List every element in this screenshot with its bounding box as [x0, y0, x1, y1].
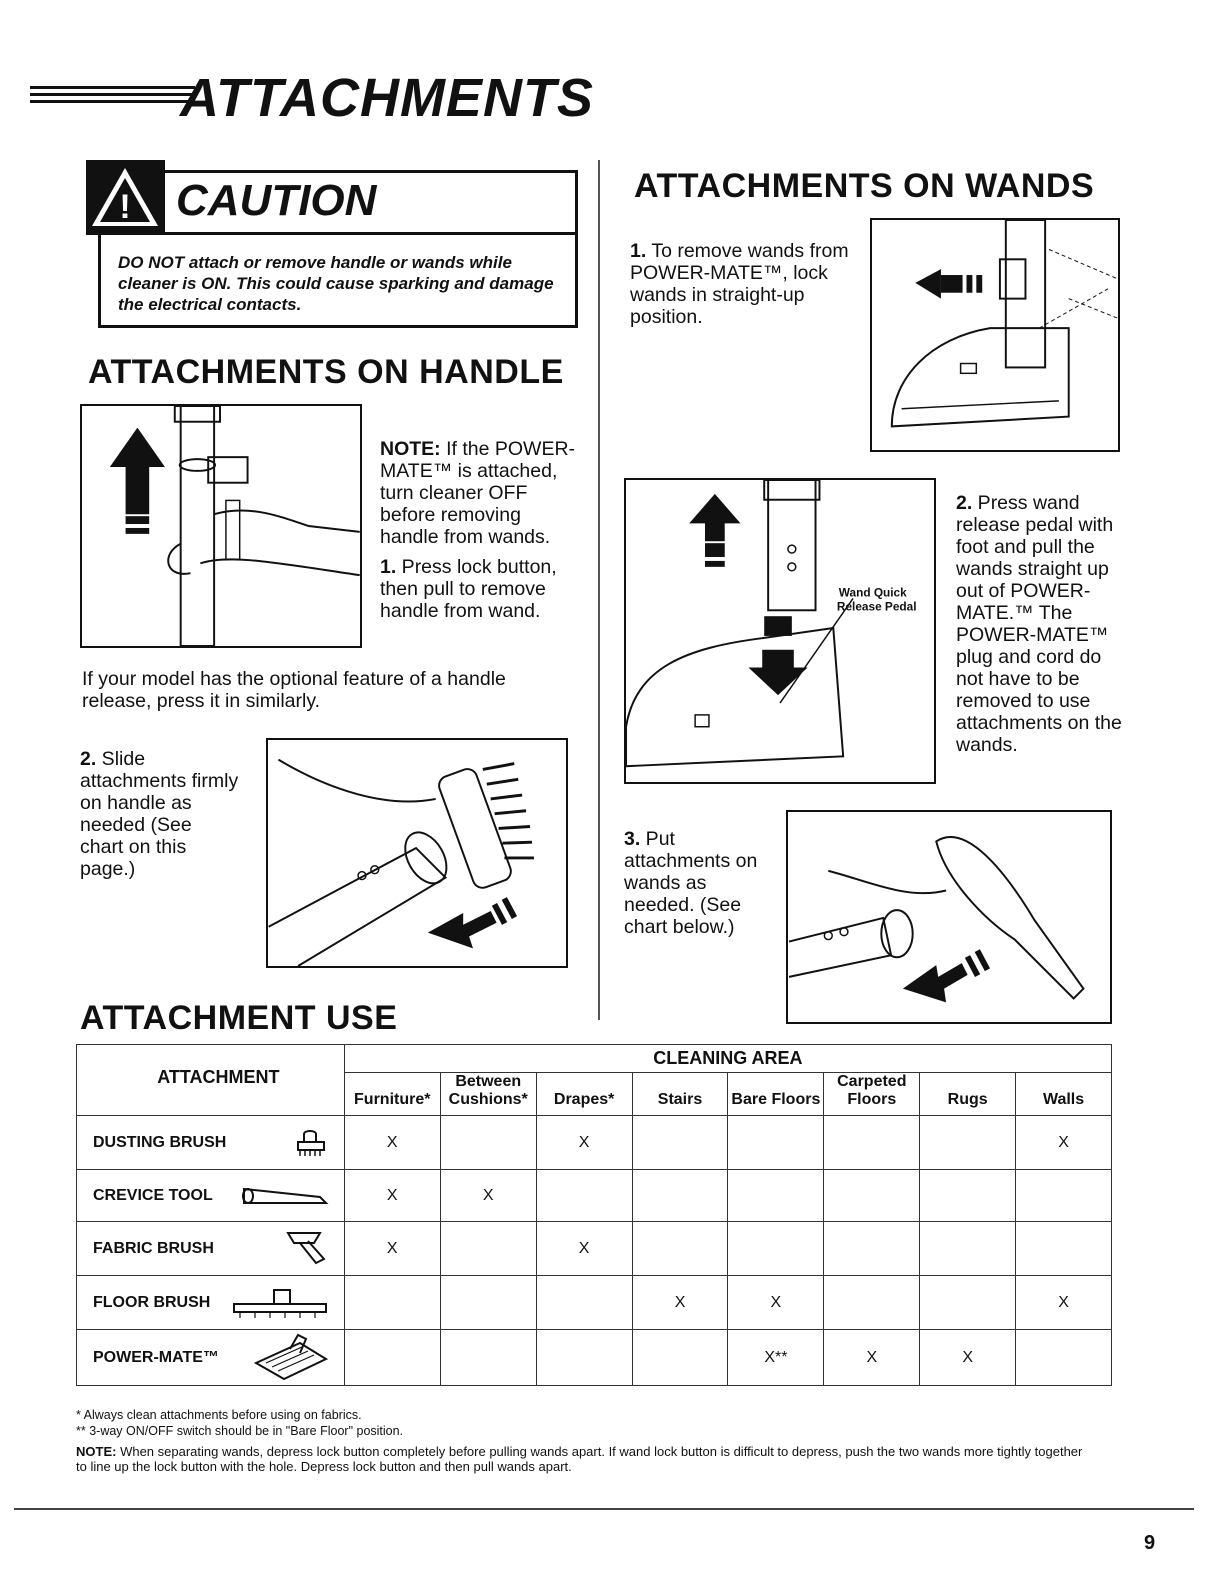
wands-step-2	[956, 492, 1126, 756]
usage-mark-cell	[1016, 1170, 1112, 1222]
page-number: 9	[1144, 1532, 1156, 1554]
step-number: 2.	[80, 748, 97, 770]
table-row	[77, 1170, 1112, 1222]
usage-mark-cell: X**	[728, 1330, 824, 1386]
step-number: 1.	[630, 240, 647, 262]
footnote-note	[76, 1444, 1096, 1474]
handle-note	[380, 438, 580, 548]
usage-mark-cell: X	[440, 1170, 536, 1222]
page-title: ATTACHMENTS	[180, 68, 594, 128]
usage-mark-cell	[440, 1116, 536, 1170]
attachment-cell	[77, 1116, 345, 1170]
attachment-cell	[77, 1276, 345, 1330]
usage-mark-cell: X	[632, 1276, 728, 1330]
title-rule-lines	[30, 86, 195, 108]
usage-mark-cell	[536, 1330, 632, 1386]
warning-icon	[86, 160, 165, 232]
usage-mark-cell	[344, 1330, 440, 1386]
usage-mark-cell	[536, 1170, 632, 1222]
note-label: NOTE:	[380, 438, 441, 460]
note-label: NOTE:	[76, 1444, 117, 1459]
col-header-attachment: ATTACHMENT	[77, 1045, 345, 1116]
col-header: Between Cushions*	[440, 1073, 536, 1116]
caution-title: CAUTION	[176, 176, 377, 225]
wand-lock-illustration	[870, 218, 1120, 452]
step-text: Put attachments on wands as needed. (See chart below.)	[624, 828, 758, 938]
usage-mark-cell: X	[728, 1276, 824, 1330]
usage-mark-cell	[344, 1276, 440, 1330]
table-row	[77, 1330, 1112, 1386]
step-number: 2.	[956, 492, 973, 514]
note-text: If the POWER-MATE™ is attached, turn cleaner OFF before removing handle from wands.	[380, 438, 576, 548]
svg-text:!: !	[119, 188, 131, 226]
attachment-name: FABRIC BRUSH	[93, 1239, 214, 1257]
usage-mark-cell	[824, 1276, 920, 1330]
usage-mark-cell: X	[344, 1222, 440, 1276]
pedal-label-line-2: Release Pedal	[836, 599, 917, 614]
usage-mark-cell	[824, 1222, 920, 1276]
usage-mark-cell	[920, 1222, 1016, 1276]
table-row	[77, 1222, 1112, 1276]
usage-mark-cell: X	[824, 1330, 920, 1386]
usage-mark-cell	[440, 1330, 536, 1386]
usage-mark-cell	[920, 1170, 1016, 1222]
table-row	[77, 1116, 1112, 1170]
col-header: Drapes*	[536, 1073, 632, 1116]
attachment-name: DUSTING BRUSH	[93, 1133, 227, 1151]
usage-mark-cell: X	[344, 1170, 440, 1222]
fabric-brush-icon	[280, 1229, 330, 1269]
step-text: Slide attachments firmly on handle as needed (See chart on this page.)	[80, 748, 239, 880]
usage-mark-cell: X	[920, 1330, 1016, 1386]
usage-mark-cell	[728, 1170, 824, 1222]
note-text: When separating wands, depress lock button completely before pulling wands apart. If wand lock button is difficult to depress, push the two wands more tightly together to line up the lock button with the hole. Depress lock button and then pull wands apart.	[76, 1444, 1083, 1474]
floor-brush-icon	[230, 1286, 330, 1320]
attachment-use-table	[76, 1044, 1112, 1386]
attachment-cell	[77, 1222, 345, 1276]
wands-section-heading: ATTACHMENTS ON WANDS	[634, 167, 1095, 205]
usage-mark-cell	[632, 1170, 728, 1222]
attachment-name: POWER-MATE™	[93, 1348, 219, 1366]
col-header: Bare Floors	[728, 1073, 824, 1116]
step-number: 3.	[624, 828, 641, 850]
col-header: Walls	[1016, 1073, 1112, 1116]
usage-mark-cell	[1016, 1330, 1112, 1386]
usage-mark-cell	[632, 1116, 728, 1170]
usage-mark-cell: X	[1016, 1276, 1112, 1330]
table-row	[77, 1276, 1112, 1330]
attachment-cell	[77, 1330, 345, 1386]
wand-release-illustration	[624, 478, 936, 784]
handle-section-heading: ATTACHMENTS ON HANDLE	[88, 353, 564, 391]
step-text: Press wand release pedal with foot and pull the wands straight up out of POWER-MATE.™ The POWER-MATE™ plug and cord do not have to be removed to use attachments on the wands.	[956, 492, 1122, 756]
usage-mark-cell	[824, 1116, 920, 1170]
wands-step-3	[624, 828, 760, 938]
usage-mark-cell	[1016, 1222, 1112, 1276]
handle-release-note: If your model has the optional feature of a handle release, press it in similarly.	[82, 668, 506, 712]
handle-step-2	[80, 748, 240, 880]
use-section-heading: ATTACHMENT USE	[80, 999, 398, 1037]
usage-mark-cell	[824, 1170, 920, 1222]
usage-mark-cell	[728, 1222, 824, 1276]
usage-mark-cell	[440, 1222, 536, 1276]
usage-mark-cell	[920, 1116, 1016, 1170]
usage-mark-cell: X	[1016, 1116, 1112, 1170]
attachment-name: FLOOR BRUSH	[93, 1293, 211, 1311]
attach-brush-illustration	[266, 738, 568, 968]
step-text: Press lock button, then pull to remove handle from wand.	[380, 556, 557, 622]
usage-mark-cell	[536, 1276, 632, 1330]
step-text: To remove wands from POWER-MATE™, lock wands in straight-up position.	[630, 240, 849, 328]
pedal-label-line-1: Wand Quick	[838, 585, 907, 600]
usage-mark-cell	[632, 1222, 728, 1276]
caution-text: DO NOT attach or remove handle or wands while cleaner is ON. This could cause sparking and damage the electrical contacts.	[118, 253, 554, 314]
col-header: Furniture*	[344, 1073, 440, 1116]
col-header: Carpeted Floors	[824, 1073, 920, 1116]
footnote-1: * Always clean attachments before using on fabrics.	[76, 1408, 362, 1422]
usage-mark-cell: X	[536, 1222, 632, 1276]
step-number: 1.	[380, 556, 397, 578]
handle-removal-illustration	[80, 404, 362, 648]
usage-mark-cell	[632, 1330, 728, 1386]
col-header: Rugs	[920, 1073, 1016, 1116]
usage-mark-cell: X	[536, 1116, 632, 1170]
usage-mark-cell	[920, 1276, 1016, 1330]
attachment-cell	[77, 1170, 345, 1222]
usage-mark-cell	[728, 1116, 824, 1170]
power-mate-icon	[250, 1333, 330, 1383]
crevice-tool-icon	[240, 1183, 330, 1209]
caution-divider	[86, 232, 578, 235]
col-header: Stairs	[632, 1073, 728, 1116]
usage-mark-cell: X	[344, 1116, 440, 1170]
handle-step-1	[380, 556, 580, 622]
footnote-2: ** 3-way ON/OFF switch should be in "Bare Floor" position.	[76, 1424, 404, 1438]
col-group-cleaning-area: CLEANING AREA	[344, 1045, 1111, 1073]
usage-mark-cell	[440, 1276, 536, 1330]
wands-step-1	[630, 240, 850, 328]
bottom-rule	[14, 1508, 1194, 1510]
column-divider	[598, 160, 600, 1020]
attach-floor-brush-illustration	[786, 810, 1112, 1024]
attachment-name: CREVICE TOOL	[93, 1186, 213, 1204]
dusting-brush-icon	[290, 1128, 330, 1158]
